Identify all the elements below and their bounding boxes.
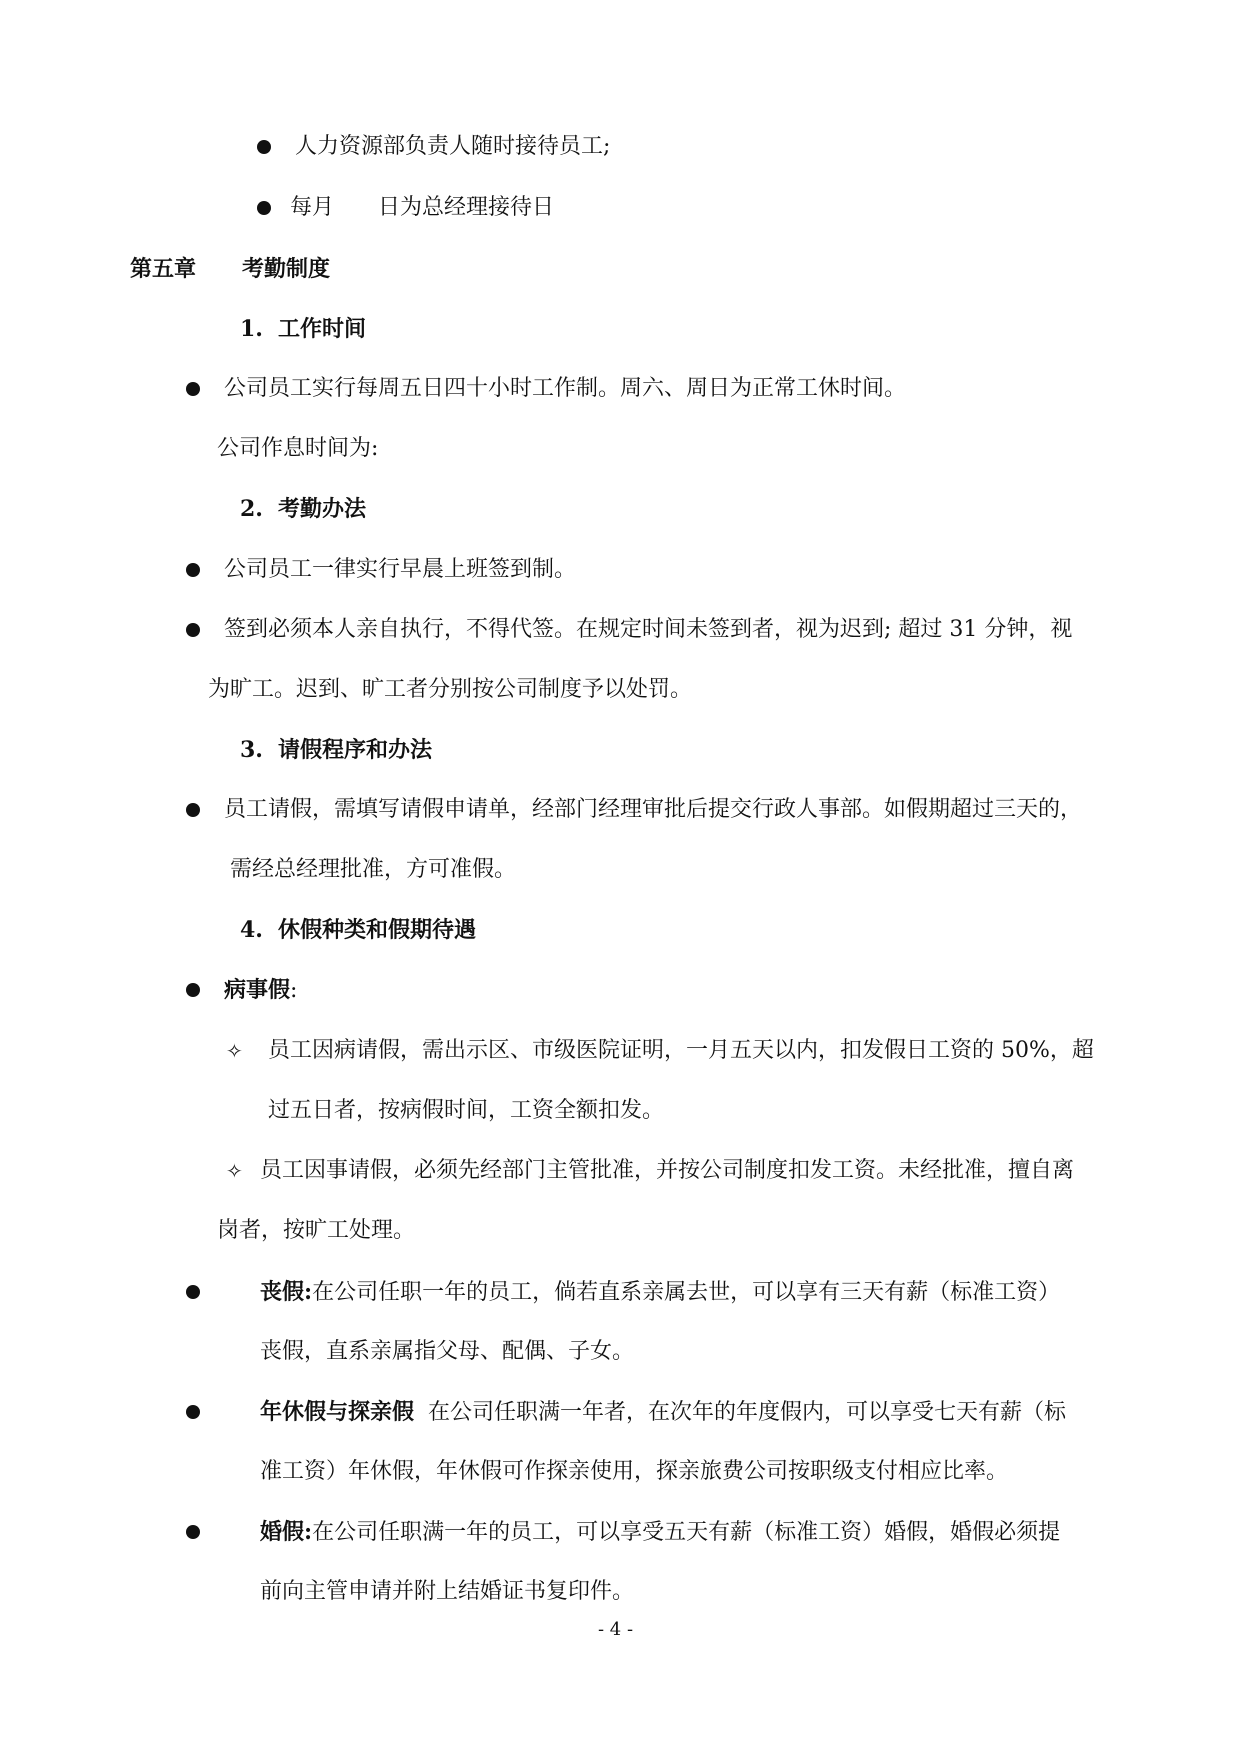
section-4-title: 休假种类和假期待遇 [278, 917, 477, 943]
bullet-icon [257, 201, 271, 215]
bullet-icon [186, 1285, 200, 1299]
marriage-line-1 [260, 1517, 1060, 1548]
bullet-icon [186, 1525, 200, 1539]
reception-item-2: 每月 日为总经理接待日 [290, 195, 555, 220]
bullet-icon [186, 623, 200, 637]
sick-leave-text-1: 员工因病请假，需出示区、市级医院证明，一月五天以内，扣发假日工资的 50%，超 [268, 1038, 1094, 1063]
annual-text-1: 在公司任职满一年者，在次年的年度假内，可以享受七天有薪（标 [428, 1400, 1067, 1425]
leave-procedure-text-1: 员工请假，需填写请假申请单，经部门经理审批后提交行政人事部。如假期超过三天的， [224, 797, 1083, 822]
sick-personal-heading [224, 975, 297, 1006]
section-2-number: 2. [240, 496, 263, 522]
attendance-text-2b: 为旷工。迟到、旷工者分别按公司制度予以处罚。 [208, 677, 693, 702]
chapter-number: 第五章 [130, 256, 197, 282]
work-time-text: 公司员工实行每周五日四十小时工作制。周六、周日为正常工休时间。 [224, 376, 907, 401]
attendance-text-2a: 签到必须本人亲自执行，不得代签。在规定时间未签到者，视为迟到; 超过 31 分钟，视 [224, 617, 1073, 642]
marriage-text-2: 前向主管申请并附上结婚证书复印件。 [260, 1579, 635, 1604]
personal-leave-text-2: 岗者，按旷工处理。 [217, 1218, 416, 1243]
section-4-number: 4. [240, 917, 263, 943]
annual-text-2: 准工资）年休假，年休假可作探亲使用，探亲旅费公司按职级支付相应比率。 [260, 1459, 1009, 1484]
section-3-number: 3. [240, 737, 263, 763]
section-3-title: 请假程序和办法 [278, 737, 433, 763]
annual-line-1 [260, 1397, 1066, 1428]
section-1-number: 1. [240, 316, 263, 342]
funeral-text-2: 丧假，直系亲属指父母、配偶、子女。 [260, 1339, 635, 1364]
reception-item-1: 人力资源部负责人随时接待员工; [295, 134, 611, 159]
attendance-text-1: 公司员工一律实行早晨上班签到制。 [224, 557, 577, 582]
page-number: - 4 - [598, 1619, 634, 1640]
funeral-label: 丧假: [260, 1279, 313, 1305]
bullet-icon [257, 140, 271, 154]
marriage-text-1: 在公司任职满一年的员工，可以享受五天有薪（标准工资）婚假，婚假必须提 [312, 1520, 1061, 1545]
bullet-icon [186, 382, 200, 396]
sick-personal-label: 病事假 [224, 977, 291, 1003]
four-point-star-icon: ✧ [226, 1039, 243, 1063]
bullet-icon [186, 1405, 200, 1419]
section-2-title: 考勤办法 [278, 496, 367, 522]
section-1-title: 工作时间 [278, 316, 367, 342]
funeral-line-1 [260, 1277, 1060, 1308]
four-point-star-icon: ✧ [226, 1159, 243, 1183]
funeral-text-1: 在公司任职一年的员工，倘若直系亲属去世，可以享有三天有薪（标准工资） [312, 1280, 1061, 1305]
work-schedule-text: 公司作息时间为: [217, 436, 379, 461]
bullet-icon [186, 563, 200, 577]
sick-leave-text-2: 过五日者，按病假时间，工资全额扣发。 [268, 1098, 665, 1123]
personal-leave-text-1: 员工因事请假，必须先经部门主管批准，并按公司制度扣发工资。未经批准，擅自离 [260, 1158, 1075, 1183]
marriage-label: 婚假: [260, 1519, 313, 1545]
bullet-icon [186, 803, 200, 817]
annual-label: 年休假与探亲假 [260, 1399, 415, 1425]
sick-personal-colon: : [290, 978, 298, 1003]
chapter-title: 考勤制度 [242, 256, 331, 282]
leave-procedure-text-2: 需经总经理批准，方可准假。 [230, 857, 517, 882]
bullet-icon [186, 983, 200, 997]
